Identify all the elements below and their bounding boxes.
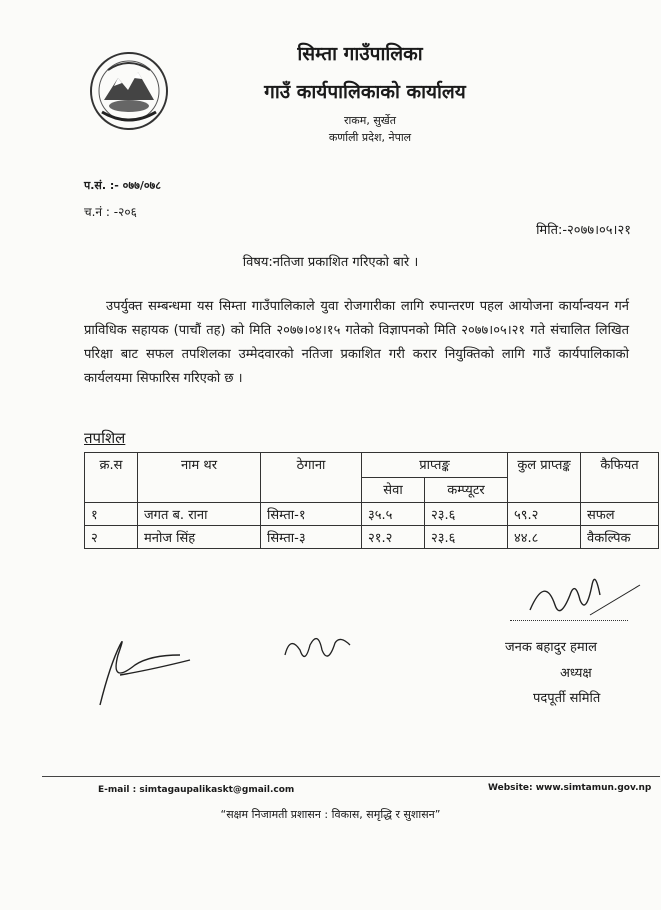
column-header-remarks: कैफियत <box>581 453 659 503</box>
table-row <box>85 503 659 526</box>
column-header-seva: सेवा <box>362 478 425 503</box>
cell-sn: १ <box>85 503 138 526</box>
table-heading: तपशिल <box>84 429 126 447</box>
cell-seva: ३५.५ <box>362 503 425 526</box>
nepal-government-emblem <box>88 50 170 132</box>
cell-total: ५९.२ <box>508 503 581 526</box>
cell-computer: २३.६ <box>425 526 508 549</box>
signatory-name: जनक बहादुर हमाल <box>505 640 597 655</box>
letter-body: उपर्युक्त सम्बन्धमा यस सिम्ता गाउँपालिकाले युवा रोजगारीका लागि रुपान्तरण पहल आयोजना कार्यान्वयन गर्न प्राविधिक सहायक (पाचौं तह) को मिति २०७७।०४।१५ गतेको विज्ञापनको मिति २०७७।०५।२१ गते संचालित लिखित परिक्षा बाट सफल तपशिलका उम्मेदवारको नतिजा प्रकाशित गरी करार नियुक्तिको लागि गाउँ कार्यपालिकाको कार्यलयमा सिफारिस गरिएको छ । <box>84 299 629 386</box>
footer-slogan: “सक्षम निजामती प्रशासन : विकास, समृद्धि र सुशासन” <box>220 808 441 821</box>
member-signature-1 <box>90 625 200 715</box>
column-header-name: नाम थर <box>138 453 261 503</box>
office-name: गाउँ कार्यपालिकाको कार्यालय <box>264 81 466 103</box>
footer-email: E-mail : simtagaupalikaskt@gmail.com <box>98 785 295 795</box>
column-header-total: कुल प्राप्तङ्क <box>508 453 581 503</box>
column-header-address: ठेगाना <box>261 453 362 503</box>
letter-date: मिति:-२०७७।०५।२१ <box>536 223 631 238</box>
cell-computer: २३.६ <box>425 503 508 526</box>
address-line-1: राकम, सुर्खेत <box>343 114 397 127</box>
table-row <box>85 526 659 549</box>
cell-address: सिम्ता-१ <box>261 503 362 526</box>
municipality-name: सिम्ता गाउँपालिका <box>297 43 423 65</box>
letter-subject: विषय:नतिजा प्रकाशित गरिएको बारे । <box>242 255 419 270</box>
column-header-computer: कम्प्यूटर <box>425 478 508 503</box>
address-line-2: कर्णाली प्रदेश, नेपाल <box>328 131 412 144</box>
dispatch-number: च.नं : -२०६ <box>84 205 137 219</box>
signatory-committee: पदपूर्ती समिति <box>533 691 601 706</box>
footer-website: Website: www.simtamun.gov.np <box>488 783 652 793</box>
cell-sn: २ <box>85 526 138 549</box>
footer-divider <box>42 776 660 777</box>
cell-remarks: सफल <box>581 503 659 526</box>
column-header-marks: प्राप्तङ्क <box>362 453 508 478</box>
results-table <box>84 452 659 549</box>
signature-line <box>510 620 628 621</box>
signatory-post: अध्यक्ष <box>560 666 592 681</box>
cell-name: मनोज सिंह <box>138 526 261 549</box>
cell-name: जगत ब. राना <box>138 503 261 526</box>
cell-seva: २१.२ <box>362 526 425 549</box>
column-header-sn: क्र.स <box>85 453 138 503</box>
member-signature-2 <box>280 625 360 675</box>
cell-remarks: वैकल्पिक <box>581 526 659 549</box>
cell-total: ४४.८ <box>508 526 581 549</box>
cell-address: सिम्ता-३ <box>261 526 362 549</box>
letter-reference-number: प.सं. :- ०७७/०७८ <box>84 179 162 192</box>
